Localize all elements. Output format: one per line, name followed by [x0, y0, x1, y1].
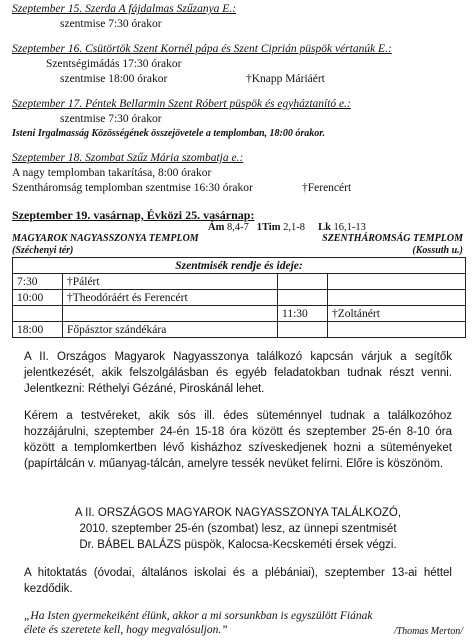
church-right: SZENTHÁROMSÁG TEMPLOM [322, 233, 463, 244]
church-left-sub: (Széchenyi tér) [12, 245, 74, 256]
day-title-sep16: Szeptember 16. Csütörtök Szent Kornél pápa és Szent Ciprián püspök vértanúk E.: [12, 43, 392, 55]
day-line: szentmise 7:30 órakor [60, 18, 162, 30]
mass-time: 10:00 [13, 290, 63, 306]
quote-line1: „Ha Isten gyermekeiként élünk, akkor a mi sorsunkban is egyszülött Fiának [24, 610, 373, 622]
day-line: A nagy templomban takarítása, 8:00 órakor [12, 167, 212, 179]
announcement-pastries: Kérem a testvéreket, akik sós ill. édes süteménnyel tudnak a találkozóhoz hozzájárulni, szeptember 24-én 15-18 óra között és szeptember 25-én 8-10 óra között a templomkertben lévő kisházhoz szíveskedjenek hozni a süteményeket (papírtálcán v. műanyag-tálcán, amelyre tessék nevüket felírni. Előre is köszönöm. [24, 410, 452, 470]
mass-time-2: 11:30 [278, 306, 328, 322]
mass-intention: †Ferencért [302, 182, 352, 194]
quote-author: /Thomas Merton/ [393, 626, 463, 637]
bible-readings [208, 222, 366, 233]
day-line: Szentháromság templomban szentmise 16:30 órakor [12, 182, 253, 194]
announcement-meeting-line2: 2010. szeptember 25-én (szombat) lesz, az ünnepi szentmisét [79, 523, 397, 535]
reading-book: Ám [208, 222, 225, 233]
sunday-title: Szeptember 19. vasárnap, Évközi 25. vasárnap: [12, 208, 255, 222]
announcement-catechesis: A hitoktatás (óvodai, általános iskolai és a plébániai), szeptember 13-ai héttel kezdődik. [24, 567, 452, 595]
mass-intention-2 [328, 290, 466, 306]
table-header-row [13, 258, 466, 274]
table-row [13, 306, 466, 322]
mass-intention: †Knapp Máriáért [246, 73, 325, 85]
mass-intention-2: †Zoltánért [328, 306, 466, 322]
day-line: szentmise 18:00 órakor [60, 73, 168, 85]
quote-line2: élete és szeretete kell, hogy megvalósuljon.” [24, 624, 228, 636]
mass-intention [63, 306, 278, 322]
mass-time-2 [278, 322, 328, 338]
church-right-sub: (Kossuth u.) [412, 245, 463, 256]
announcement-meeting-line1: A II. ORSZÁGOS MAGYAROK NAGYASSZONYA TALÁLKOZÓ, [74, 507, 402, 519]
reading-ref: 2,1-8 [283, 222, 305, 233]
announcement-helpers: A II. Országos Magyarok Nagyasszonya találkozó kapcsán várjuk a segítők jelentkezését, akik felszolgálásban és egyéb feladatokban tudnak részt venni. Jelentkezni: Réthelyi Gézáné, Piroskánál lehet. [24, 351, 452, 395]
day-line: Szentségimádás 17:30 órakor [46, 58, 182, 70]
day-line: szentmise 7:30 órakor [60, 113, 162, 125]
table-row [13, 274, 466, 290]
mass-intention-2 [328, 274, 466, 290]
reading-ref: 8,4-7 [226, 222, 249, 233]
day-title-sep17: Szeptember 17. Péntek Bellarmin Szent Róbert püspök és egyháztanító e.: [12, 98, 351, 110]
mass-intention: †Theodóráért és Ferencért [63, 290, 278, 306]
mass-time [13, 306, 63, 322]
reading-ref: 16,1-13 [333, 222, 366, 233]
announcement-meeting-line3: Dr. BÁBEL BALÁZS püspök, Kalocsa-Kecskeméti érsek végzi. [79, 539, 397, 551]
table-row [13, 290, 466, 306]
mass-time: 18:00 [13, 322, 63, 338]
mass-time-2 [278, 290, 328, 306]
mass-time: 7:30 [13, 274, 63, 290]
church-left: MAGYAROK NAGYASSZONYA TEMPLOM [12, 233, 199, 244]
day-title-sep18: Szeptember 18. Szombat Szűz Mária szombatja e.: [12, 152, 244, 164]
mass-intention-2 [328, 322, 466, 338]
table-row [13, 322, 466, 338]
reading-book: Lk [318, 222, 331, 233]
mass-intention: †Pálért [63, 274, 278, 290]
community-note: Isteni Irgalmasság Közösségének összejövetele a templomban, 18:00 órakor. [12, 128, 326, 139]
reading-book: 1Tim [256, 222, 281, 233]
mass-schedule-table [12, 257, 466, 338]
table-header: Szentmisék rendje és ideje: [13, 258, 466, 274]
mass-intention: Főpásztor szándékára [63, 322, 278, 338]
mass-time-2 [278, 274, 328, 290]
day-title-sep15: Szeptember 15. Szerda A fájdalmas Szűzanya E.: [12, 3, 237, 15]
